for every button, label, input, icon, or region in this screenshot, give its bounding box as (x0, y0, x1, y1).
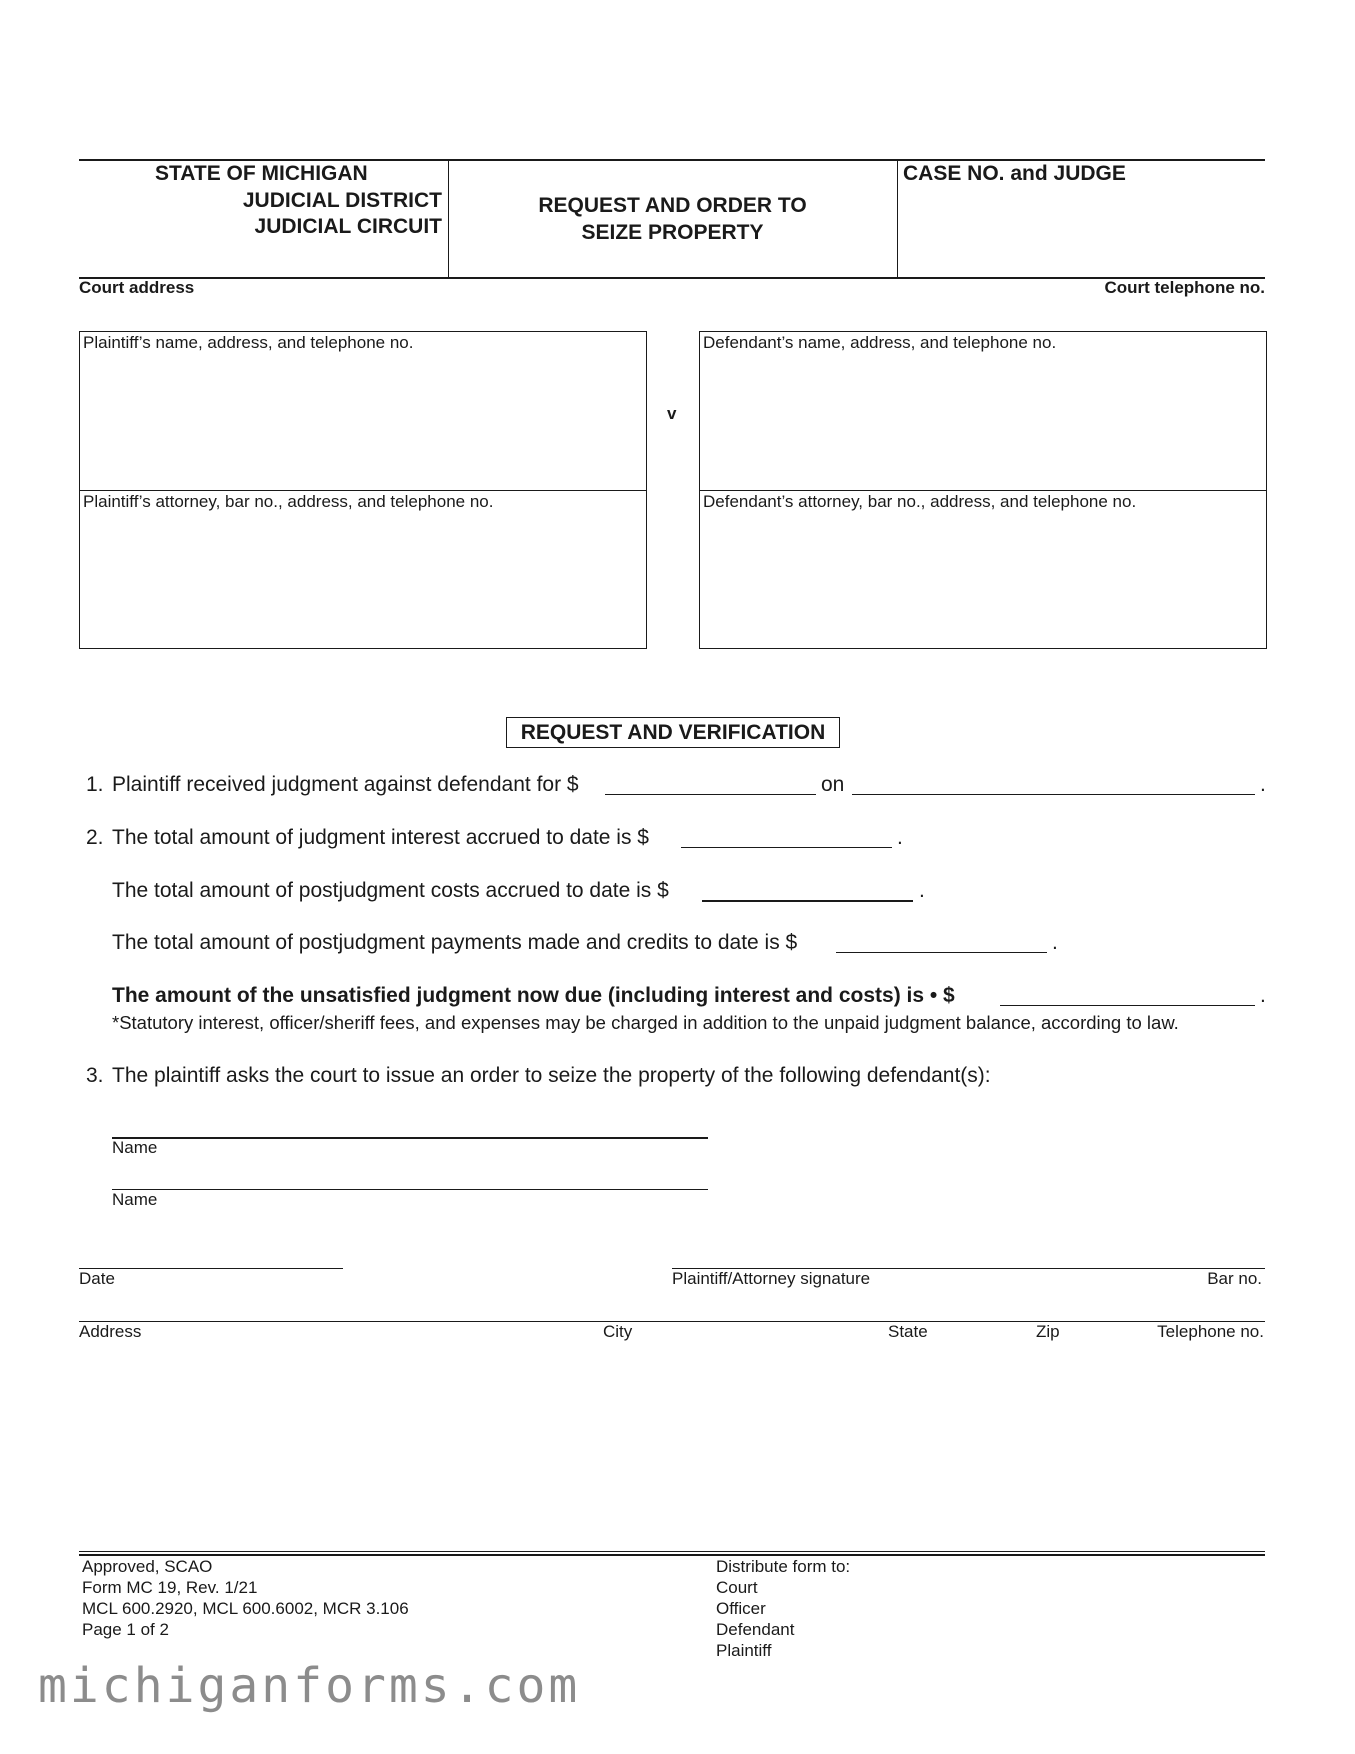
distribute-court: Court (716, 1578, 758, 1597)
state-label: State (888, 1322, 928, 1341)
unsatisfied-period: . (1260, 984, 1266, 1007)
footer-left (82, 1556, 409, 1640)
item-3-number: 3. (86, 1064, 104, 1087)
defendant-name-1-field[interactable] (112, 1137, 708, 1139)
zip-label: Zip (1036, 1322, 1060, 1341)
interest-text: The total amount of judgment interest accrued to date is $ (112, 826, 649, 849)
date-field[interactable] (79, 1268, 343, 1269)
watermark-text: michiganforms.com (38, 1658, 581, 1714)
judgment-amount-field[interactable] (605, 794, 816, 795)
payments-period: . (1052, 931, 1058, 954)
city-label: City (603, 1322, 633, 1341)
form-number: Form MC 19, Rev. 1/21 (82, 1578, 258, 1597)
judgment-date-field[interactable] (852, 794, 1255, 795)
defendant-attorney-field[interactable]: Defendant’s attorney, bar no., address, and telephone no. (703, 492, 1137, 511)
interest-amount-field[interactable] (681, 847, 892, 848)
section-heading: REQUEST AND VERIFICATION (506, 717, 840, 748)
defendant-name-field[interactable]: Defendant’s name, address, and telephone no. (703, 333, 1057, 352)
payments-text: The total amount of postjudgment payments made and credits to date is $ (112, 931, 798, 954)
distribute-label: Distribute form to: (716, 1557, 851, 1576)
distribute-plaintiff: Plaintiff (716, 1641, 772, 1660)
costs-amount-field[interactable] (702, 900, 913, 902)
defendant-box-divider (700, 490, 1266, 491)
date-label: Date (79, 1269, 115, 1288)
defendant-name-1-label: Name (112, 1138, 158, 1157)
item-1-text: Plaintiff received judgment against defendant for $ (112, 773, 579, 796)
court-telephone-label: Court telephone no. (1104, 278, 1265, 297)
costs-period: . (919, 879, 925, 902)
plaintiff-name-field[interactable]: Plaintiff’s name, address, and telephone no. (83, 333, 414, 352)
payments-amount-field[interactable] (836, 952, 1047, 953)
form-title-line-2: SEIZE PROPERTY (581, 221, 764, 244)
defendant-name-2-label: Name (112, 1190, 158, 1209)
header-bottom-rule (79, 277, 1265, 279)
telephone-label: Telephone no. (1157, 1322, 1264, 1341)
item-1-period: . (1260, 773, 1266, 796)
address-label: Address (79, 1322, 142, 1341)
item-3-text: The plaintiff asks the court to issue an order to seize the property of the following defendant(s): (112, 1064, 991, 1087)
unsatisfied-amount-field[interactable] (1000, 1005, 1255, 1006)
judicial-district: JUDICIAL DISTRICT (242, 189, 442, 212)
interest-period: . (897, 826, 903, 849)
state-of-michigan: STATE OF MICHIGAN (155, 162, 368, 185)
statute-references: MCL 600.2920, MCL 600.6002, MCR 3.106 (82, 1599, 409, 1618)
unsatisfied-judgment-text: The amount of the unsatisfied judgment now due (including interest and costs) is • $ (112, 984, 955, 1007)
distribution-list (716, 1556, 850, 1661)
item-1-number: 1. (86, 773, 104, 796)
court-address-label: Court address (79, 278, 195, 297)
defendant-box (699, 331, 1267, 649)
page-number: Page 1 of 2 (82, 1620, 169, 1639)
distribute-officer: Officer (716, 1599, 766, 1618)
distribute-defendant: Defendant (716, 1620, 795, 1639)
form-title-line-1: REQUEST AND ORDER TO (538, 194, 807, 217)
case-no-judge-label: CASE NO. and JUDGE (903, 162, 1126, 185)
costs-text: The total amount of postjudgment costs accrued to date is $ (112, 879, 669, 902)
signature-label: Plaintiff/Attorney signature (672, 1269, 871, 1288)
plaintiff-box-divider (80, 490, 646, 491)
defendant-name-2-field[interactable] (112, 1189, 708, 1190)
bar-no-label: Bar no. (1207, 1269, 1262, 1288)
plaintiff-box (79, 331, 647, 649)
footer-rule-top (79, 1551, 1265, 1552)
judicial-circuit: JUDICIAL CIRCUIT (254, 215, 442, 238)
address-field[interactable] (79, 1321, 1265, 1322)
statutory-interest-note: *Statutory interest, officer/sheriff fees, and expenses may be charged in addition to the unpaid judgment balance, according to law. (112, 1012, 1179, 1033)
approved-scao: Approved, SCAO (82, 1557, 213, 1576)
versus-label: v (667, 404, 677, 423)
item-2-number: 2. (86, 826, 104, 849)
plaintiff-attorney-field[interactable]: Plaintiff’s attorney, bar no., address, and telephone no. (83, 492, 494, 511)
item-1-on: on (821, 773, 845, 796)
header-divider-right (897, 160, 898, 278)
